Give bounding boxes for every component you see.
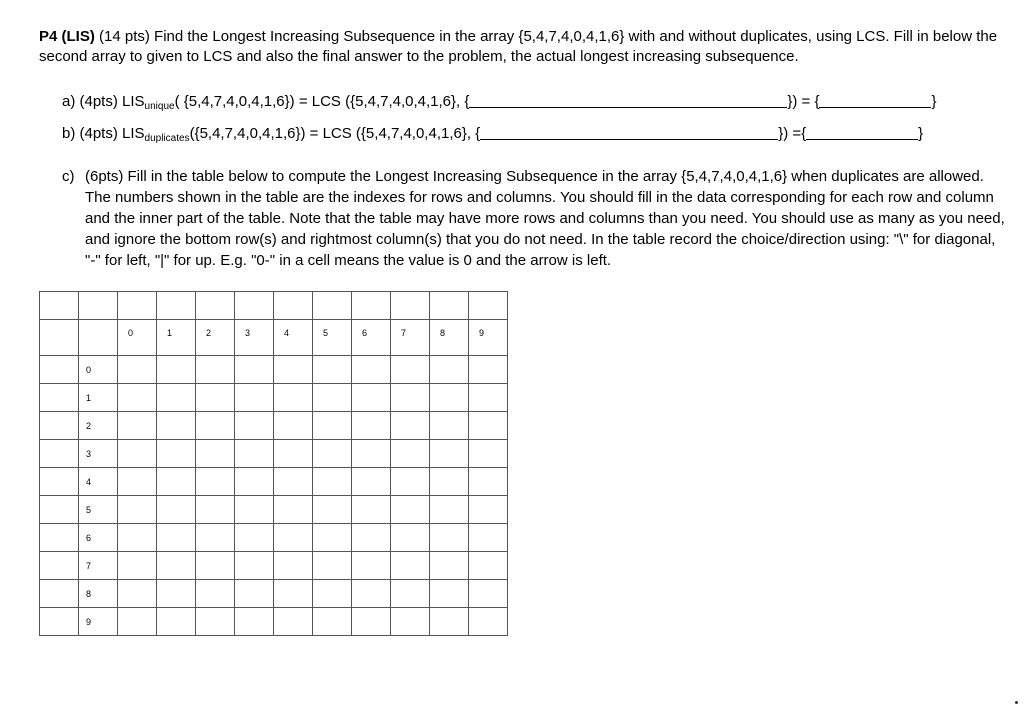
table-cell[interactable] bbox=[196, 440, 235, 468]
table-cell[interactable] bbox=[274, 412, 313, 440]
table-cell[interactable] bbox=[469, 524, 508, 552]
table-cell[interactable] bbox=[430, 552, 469, 580]
row-index: 9 bbox=[79, 608, 118, 636]
table-cell[interactable] bbox=[274, 580, 313, 608]
table-cell[interactable] bbox=[40, 356, 79, 384]
table-cell[interactable] bbox=[79, 292, 118, 320]
column-index: 8 bbox=[430, 320, 469, 356]
row-index: 3 bbox=[79, 440, 118, 468]
table-cell[interactable] bbox=[118, 292, 157, 320]
table-cell[interactable] bbox=[469, 412, 508, 440]
part-b bbox=[62, 124, 923, 149]
table-cell[interactable] bbox=[235, 552, 274, 580]
table-cell[interactable] bbox=[469, 384, 508, 412]
column-index: 1 bbox=[157, 320, 196, 356]
table-cell[interactable] bbox=[235, 496, 274, 524]
table-cell[interactable] bbox=[235, 608, 274, 636]
table-cell[interactable] bbox=[391, 552, 430, 580]
part-b-array-blank[interactable] bbox=[480, 125, 778, 140]
table-cell[interactable] bbox=[235, 292, 274, 320]
table-cell[interactable] bbox=[430, 496, 469, 524]
table-cell[interactable] bbox=[352, 292, 391, 320]
part-b-mid: }) ={ bbox=[778, 125, 807, 142]
part-a-end: } bbox=[931, 93, 937, 110]
table-row bbox=[40, 552, 508, 580]
part-b-subscript: duplicates bbox=[144, 133, 190, 144]
table-cell[interactable] bbox=[40, 608, 79, 636]
problem-label: P4 (LIS) bbox=[39, 28, 95, 45]
table-cell[interactable] bbox=[235, 580, 274, 608]
table-cell[interactable] bbox=[352, 552, 391, 580]
table-cell[interactable] bbox=[352, 468, 391, 496]
table-cell[interactable] bbox=[313, 440, 352, 468]
table-cell[interactable] bbox=[196, 552, 235, 580]
table-cell[interactable] bbox=[313, 356, 352, 384]
table-cell[interactable] bbox=[274, 384, 313, 412]
table-cell[interactable] bbox=[391, 412, 430, 440]
table-cell[interactable] bbox=[118, 412, 157, 440]
table-cell[interactable] bbox=[196, 412, 235, 440]
table-row bbox=[40, 580, 508, 608]
table-cell[interactable] bbox=[40, 496, 79, 524]
part-b-answer-blank[interactable] bbox=[806, 125, 918, 140]
table-cell[interactable] bbox=[118, 356, 157, 384]
table-cell[interactable] bbox=[430, 292, 469, 320]
row-index: 4 bbox=[79, 468, 118, 496]
table-row bbox=[40, 496, 508, 524]
table-cell[interactable] bbox=[313, 524, 352, 552]
table-cell[interactable] bbox=[118, 524, 157, 552]
table-cell[interactable] bbox=[40, 440, 79, 468]
row-index: 1 bbox=[79, 384, 118, 412]
table-cell[interactable] bbox=[430, 412, 469, 440]
table-cell[interactable] bbox=[118, 552, 157, 580]
table-cell[interactable] bbox=[157, 384, 196, 412]
table-row bbox=[40, 356, 508, 384]
table-cell[interactable] bbox=[118, 384, 157, 412]
table-cell[interactable] bbox=[313, 292, 352, 320]
table-cell[interactable] bbox=[235, 440, 274, 468]
part-c-label: c) bbox=[62, 168, 75, 185]
table-cell[interactable] bbox=[391, 524, 430, 552]
part-b-end: } bbox=[918, 125, 924, 142]
table-cell[interactable] bbox=[157, 608, 196, 636]
part-b-prefix: b) (4pts) LIS bbox=[62, 125, 145, 142]
table-cell[interactable] bbox=[313, 468, 352, 496]
row-index: 7 bbox=[79, 552, 118, 580]
table-cell[interactable] bbox=[40, 468, 79, 496]
problem-text: (14 pts) Find the Longest Increasing Subsequence in the array {5,4,7,4,0,4,1,6} with and without duplicates, using LCS. Fill in below the second array to given to LCS and also the final answer to the problem, the actual longest increasing subsequence. bbox=[39, 28, 998, 65]
table-cell[interactable] bbox=[157, 292, 196, 320]
table-cell[interactable] bbox=[157, 440, 196, 468]
table-cell[interactable] bbox=[157, 580, 196, 608]
table-cell[interactable] bbox=[157, 496, 196, 524]
table-cell[interactable] bbox=[235, 412, 274, 440]
table-row bbox=[40, 384, 508, 412]
table-cell[interactable] bbox=[274, 440, 313, 468]
table-cell[interactable] bbox=[313, 496, 352, 524]
part-a-answer-blank[interactable] bbox=[819, 93, 931, 108]
table-cell[interactable] bbox=[391, 384, 430, 412]
table-row bbox=[40, 412, 508, 440]
part-a-mid: }) = { bbox=[787, 93, 820, 110]
lcs-table bbox=[39, 291, 508, 636]
row-index: 5 bbox=[79, 496, 118, 524]
table-cell[interactable] bbox=[313, 552, 352, 580]
table-cell[interactable] bbox=[352, 524, 391, 552]
table-cell[interactable] bbox=[196, 524, 235, 552]
table-cell[interactable] bbox=[274, 496, 313, 524]
table-cell[interactable] bbox=[313, 412, 352, 440]
table-cell[interactable] bbox=[313, 384, 352, 412]
table-cell[interactable] bbox=[352, 356, 391, 384]
corner-mark bbox=[1015, 701, 1018, 704]
table-cell[interactable] bbox=[430, 580, 469, 608]
part-b-expr: ({5,4,7,4,0,4,1,6}) = LCS ({5,4,7,4,0,4,1,6}, { bbox=[189, 125, 481, 142]
table-cell[interactable] bbox=[157, 524, 196, 552]
table-cell[interactable] bbox=[157, 412, 196, 440]
column-index: 2 bbox=[196, 320, 235, 356]
table-cell[interactable] bbox=[313, 608, 352, 636]
table-cell[interactable] bbox=[391, 580, 430, 608]
column-index: 3 bbox=[235, 320, 274, 356]
column-index: 5 bbox=[313, 320, 352, 356]
table-cell[interactable] bbox=[118, 608, 157, 636]
table-cell[interactable] bbox=[430, 356, 469, 384]
table-cell[interactable] bbox=[118, 468, 157, 496]
table-cell[interactable] bbox=[469, 356, 508, 384]
table-cell[interactable] bbox=[391, 496, 430, 524]
table-cell[interactable] bbox=[469, 580, 508, 608]
table-cell[interactable] bbox=[274, 524, 313, 552]
table-cell[interactable] bbox=[235, 524, 274, 552]
table-cell[interactable] bbox=[469, 608, 508, 636]
table-cell[interactable] bbox=[430, 524, 469, 552]
table-row bbox=[40, 440, 508, 468]
table-row bbox=[40, 524, 508, 552]
problem-header bbox=[39, 27, 999, 67]
table-cell[interactable] bbox=[196, 468, 235, 496]
table-cell[interactable] bbox=[157, 552, 196, 580]
table-cell[interactable] bbox=[274, 468, 313, 496]
table-cell[interactable] bbox=[40, 524, 79, 552]
table-cell[interactable] bbox=[430, 384, 469, 412]
column-index: 0 bbox=[118, 320, 157, 356]
table-cell[interactable] bbox=[40, 320, 79, 356]
table-cell[interactable] bbox=[274, 552, 313, 580]
table-cell[interactable] bbox=[235, 468, 274, 496]
row-index: 2 bbox=[79, 412, 118, 440]
table-cell[interactable] bbox=[235, 356, 274, 384]
row-index: 6 bbox=[79, 524, 118, 552]
column-index: 6 bbox=[352, 320, 391, 356]
table-cell[interactable] bbox=[157, 468, 196, 496]
table-top-row bbox=[40, 292, 508, 320]
table-cell[interactable] bbox=[391, 292, 430, 320]
part-a-subscript: unique bbox=[144, 101, 175, 112]
table-cell[interactable] bbox=[469, 468, 508, 496]
table-cell[interactable] bbox=[196, 608, 235, 636]
table-cell[interactable] bbox=[79, 320, 118, 356]
table-cell[interactable] bbox=[40, 292, 79, 320]
column-index: 9 bbox=[469, 320, 508, 356]
table-cell[interactable] bbox=[118, 580, 157, 608]
table-cell[interactable] bbox=[196, 292, 235, 320]
column-index-row bbox=[40, 320, 508, 356]
table-cell[interactable] bbox=[469, 496, 508, 524]
column-index: 7 bbox=[391, 320, 430, 356]
table-cell[interactable] bbox=[40, 384, 79, 412]
table-cell[interactable] bbox=[352, 412, 391, 440]
table-cell[interactable] bbox=[196, 496, 235, 524]
table-cell[interactable] bbox=[469, 552, 508, 580]
table-cell[interactable] bbox=[118, 496, 157, 524]
part-a-prefix: a) (4pts) LIS bbox=[62, 93, 145, 110]
table-cell[interactable] bbox=[430, 440, 469, 468]
table-cell[interactable] bbox=[352, 440, 391, 468]
table-cell[interactable] bbox=[352, 608, 391, 636]
table-cell[interactable] bbox=[274, 292, 313, 320]
table-cell[interactable] bbox=[235, 384, 274, 412]
table-cell[interactable] bbox=[391, 440, 430, 468]
table-cell[interactable] bbox=[196, 356, 235, 384]
table-cell[interactable] bbox=[391, 468, 430, 496]
table-cell[interactable] bbox=[196, 384, 235, 412]
row-index: 0 bbox=[79, 356, 118, 384]
table-cell[interactable] bbox=[469, 440, 508, 468]
part-a-array-blank[interactable] bbox=[469, 93, 787, 108]
table-cell[interactable] bbox=[40, 552, 79, 580]
table-cell[interactable] bbox=[313, 580, 352, 608]
part-a-expr: ( {5,4,7,4,0,4,1,6}) = LCS ({5,4,7,4,0,4,1,6}, { bbox=[174, 93, 470, 110]
part-c bbox=[62, 166, 1007, 271]
column-index: 4 bbox=[274, 320, 313, 356]
table-cell[interactable] bbox=[352, 580, 391, 608]
table-row bbox=[40, 608, 508, 636]
table-cell[interactable] bbox=[40, 580, 79, 608]
table-cell[interactable] bbox=[391, 356, 430, 384]
table-cell[interactable] bbox=[118, 440, 157, 468]
table-cell[interactable] bbox=[430, 608, 469, 636]
row-index: 8 bbox=[79, 580, 118, 608]
part-c-text: (6pts) Fill in the table below to compute the Longest Increasing Subsequence in the array {5,4,7,4,0,4,1,6} when duplicates are allowed. The numbers shown in the table are the indexes for rows and columns. You should fill in the data corresponding for each row and column and the inner part of the table. Note that the table may have more rows and columns than you need. You should use as many as you need, and ignore the bottom row(s) and rightmost column(s) that you do not need. In the table record the choice/direction using: "\" for diagonal, "-" for left, "|" for up. E.g. "0-" in a cell means the value is 0 and the arrow is left. bbox=[85, 168, 1005, 269]
table-row bbox=[40, 468, 508, 496]
table-cell[interactable] bbox=[352, 496, 391, 524]
table-cell[interactable] bbox=[196, 580, 235, 608]
table-cell[interactable] bbox=[274, 608, 313, 636]
table-cell[interactable] bbox=[469, 292, 508, 320]
table-cell[interactable] bbox=[352, 384, 391, 412]
table-cell[interactable] bbox=[40, 412, 79, 440]
table-cell[interactable] bbox=[157, 356, 196, 384]
table-cell[interactable] bbox=[274, 356, 313, 384]
part-a bbox=[62, 92, 937, 117]
table-cell[interactable] bbox=[430, 468, 469, 496]
table-cell[interactable] bbox=[391, 608, 430, 636]
